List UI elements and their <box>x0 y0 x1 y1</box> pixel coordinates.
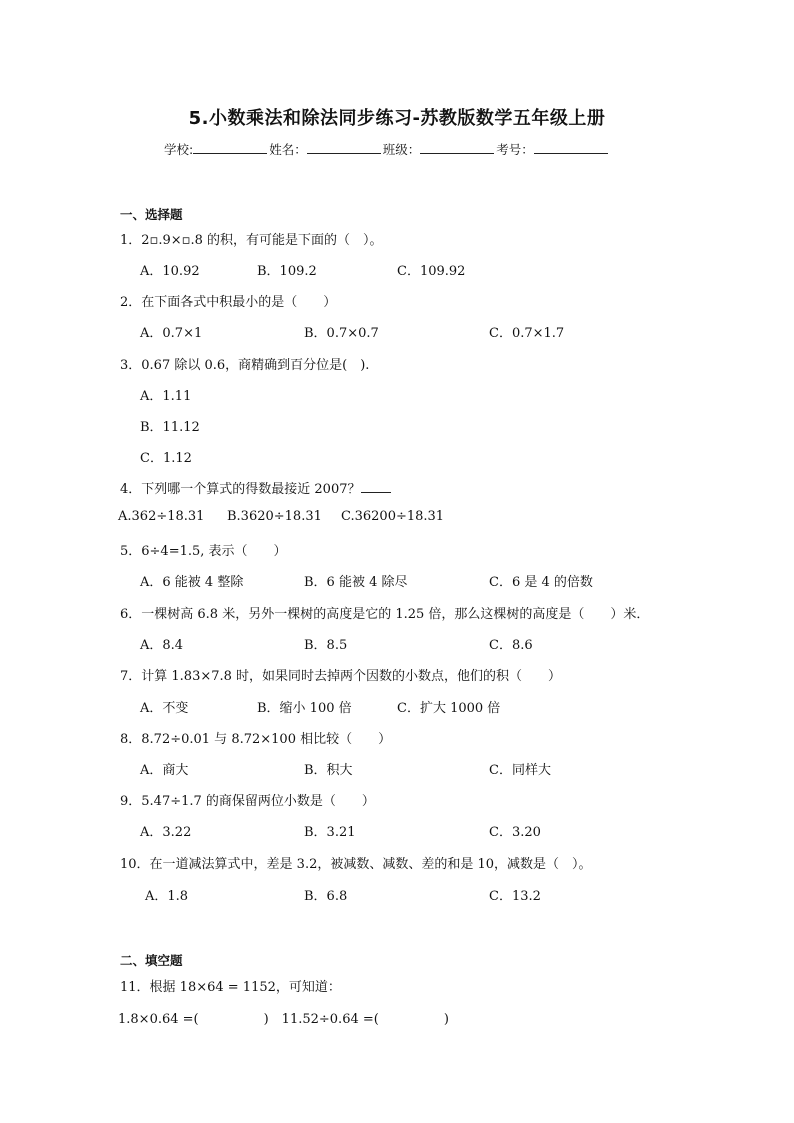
option-1-b: B．109.2 <box>257 264 317 279</box>
option-8-b: B．积大 <box>304 763 353 778</box>
option-7-b: B．缩小 100 倍 <box>257 701 352 716</box>
name-blank[interactable] <box>307 141 381 154</box>
section-heading-choice: 一、选择题 <box>120 207 183 222</box>
option-2-b: B．0.7×0.7 <box>304 326 379 341</box>
option-1-a: A．10.92 <box>140 264 200 279</box>
question-10: 10．在一道减法算式中，差是 3.2，被减数、减数、差的和是 10，减数是（ ）。 <box>120 857 592 872</box>
option-3-c: C．1.12 <box>140 451 192 466</box>
option-5-a: A．6 能被 4 整除 <box>140 575 244 590</box>
option-3-a: A．1.11 <box>140 389 192 404</box>
option-8-c: C．同样大 <box>489 763 551 778</box>
question-9: 9．5.47÷1.7 的商保留两位小数是（ ） <box>120 794 375 809</box>
number-label: 考号： <box>496 142 534 157</box>
school-blank[interactable] <box>193 141 267 154</box>
option-9-c: C．3.20 <box>489 825 541 840</box>
question-6: 6．一棵树高 6.8 米，另外一棵树的高度是它的 1.25 倍，那么这棵树的高度是（ ）米． <box>120 607 650 622</box>
option-6-b: B．8.5 <box>304 638 348 653</box>
class-label: 班级： <box>382 142 421 157</box>
question-3: 3．0.67 除以 0.6，商精确到百分位是( ). <box>120 358 370 373</box>
question-4-text: 4．下列哪一个算式的得数最接近 2007？ <box>120 482 361 497</box>
school-label: 学校: <box>164 142 194 157</box>
class-blank[interactable] <box>420 141 494 154</box>
option-8-a: A．商大 <box>140 763 189 778</box>
page-title: 5.小数乘法和除法同步练习-苏教版数学五年级上册 <box>188 108 606 129</box>
option-4-c: C.36200÷18.31 <box>341 509 445 524</box>
option-3-b: B．11.12 <box>140 420 200 435</box>
question-8: 8．8.72÷0.01 与 8.72×100 相比较（ ） <box>120 732 392 747</box>
question-7: 7．计算 1.83×7.8 时，如果同时去掉两个因数的小数点，他们的积（ ） <box>120 669 562 684</box>
option-10-c: C．13.2 <box>489 889 541 904</box>
question-11: 11．根据 18×64 = 1152，可知道： <box>120 980 341 995</box>
option-10-a: A．1.8 <box>145 889 189 904</box>
option-4-b: B.3620÷18.31 <box>227 509 322 524</box>
answer-blank[interactable] <box>361 480 391 493</box>
question-4 <box>120 478 391 497</box>
number-blank[interactable] <box>534 141 608 154</box>
option-2-a: A．0.7×1 <box>140 326 203 341</box>
student-info-line <box>164 140 634 158</box>
option-1-c: C．109.92 <box>397 264 466 279</box>
question-5: 5．6÷4=1.5, 表示（ ） <box>120 544 287 559</box>
option-10-b: B．6.8 <box>304 889 348 904</box>
option-9-b: B．3.21 <box>304 825 356 840</box>
option-5-b: B．6 能被 4 除尽 <box>304 575 408 590</box>
question-2: 2．在下面各式中积最小的是（ ） <box>120 295 337 310</box>
option-5-c: C．6 是 4 的倍数 <box>489 575 593 590</box>
question-11-line: 1.8×0.64 =( ) 11.52÷0.64 =( ) <box>118 1012 449 1027</box>
option-9-a: A．3.22 <box>140 825 192 840</box>
option-6-c: C．8.6 <box>489 638 533 653</box>
question-1: 1．2▫.9×▫.8 的积，有可能是下面的（ ）。 <box>120 233 383 248</box>
option-2-c: C．0.7×1.7 <box>489 326 565 341</box>
name-label: 姓名： <box>269 142 307 157</box>
option-7-a: A．不变 <box>140 701 189 716</box>
option-4-a: A.362÷18.31 <box>118 509 205 524</box>
section-heading-fill: 二、填空题 <box>120 953 183 968</box>
option-7-c: C．扩大 1000 倍 <box>397 701 501 716</box>
option-6-a: A．8.4 <box>140 638 184 653</box>
